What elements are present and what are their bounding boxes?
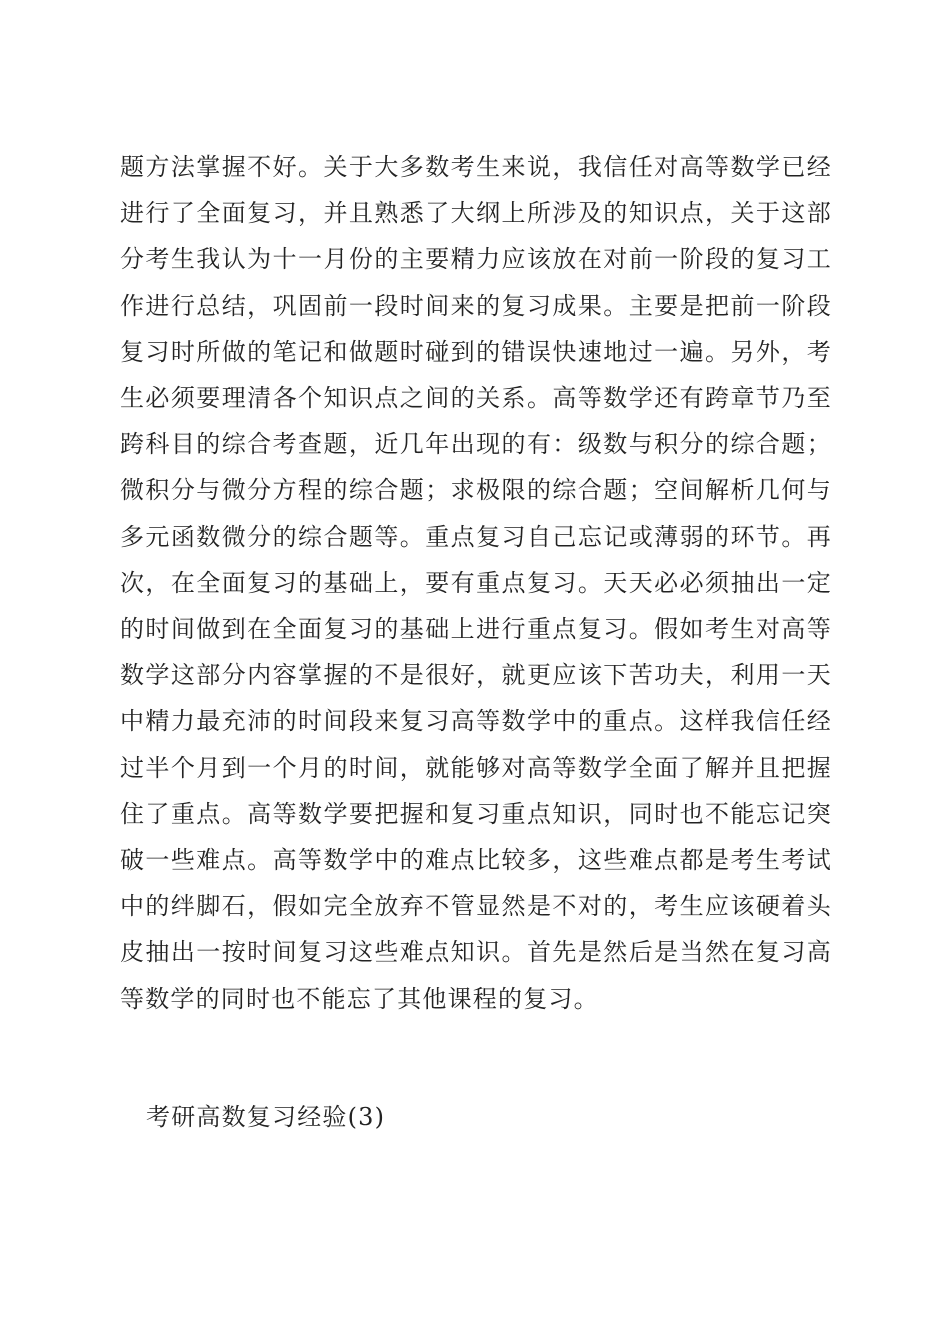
section-heading: 考研高数复习经验(3) <box>146 1103 386 1131</box>
body-paragraph: 题方法掌握不好。关于大多数考生来说，我信任对高等数学已经进行了全面复习，并且熟悉了大纲上所涉及的知识点，关于这部分考生我认为十一月份的主要精力应该放在对前一阶段的复习工作进行总结，巩固前一段时间来的复习成果。主要是把前一阶段复习时所做的笔记和做题时碰到的错误快速地过一遍。另外，考生必须要理清各个知识点之间的关系。高等数学还有跨章节乃至跨科目的综合考查题，近几年出现的有：级数与积分的综合题；微积分与微分方程的综合题；求极限的综合题；空间解析几何与多元函数微分的综合题等。重点复习自己忘记或薄弱的环节。再次，在全面复习的基础上，要有重点复习。天天必必须抽出一定的时间做到在全面复习的基础上进行重点复习。假如考生对高等数学这部分内容掌握的不是很好，就更应该下苦功夫，利用一天中精力最充沛的时间段来复习高等数学中的重点。这样我信任经过半个月到一个月的时间，就能够对高等数学全面了解并且把握住了重点。高等数学要把握和复习重点知识，同时也不能忘记突破一些难点。高等数学中的难点比较多，这些难点都是考生考试中的绊脚石，假如完全放弃不管显然是不对的，考生应该硬着头皮抽出一按时间复习这些难点知识。首先是然后是当然在复习高等数学的同时也不能忘了其他课程的复习。 <box>120 153 832 1013</box>
